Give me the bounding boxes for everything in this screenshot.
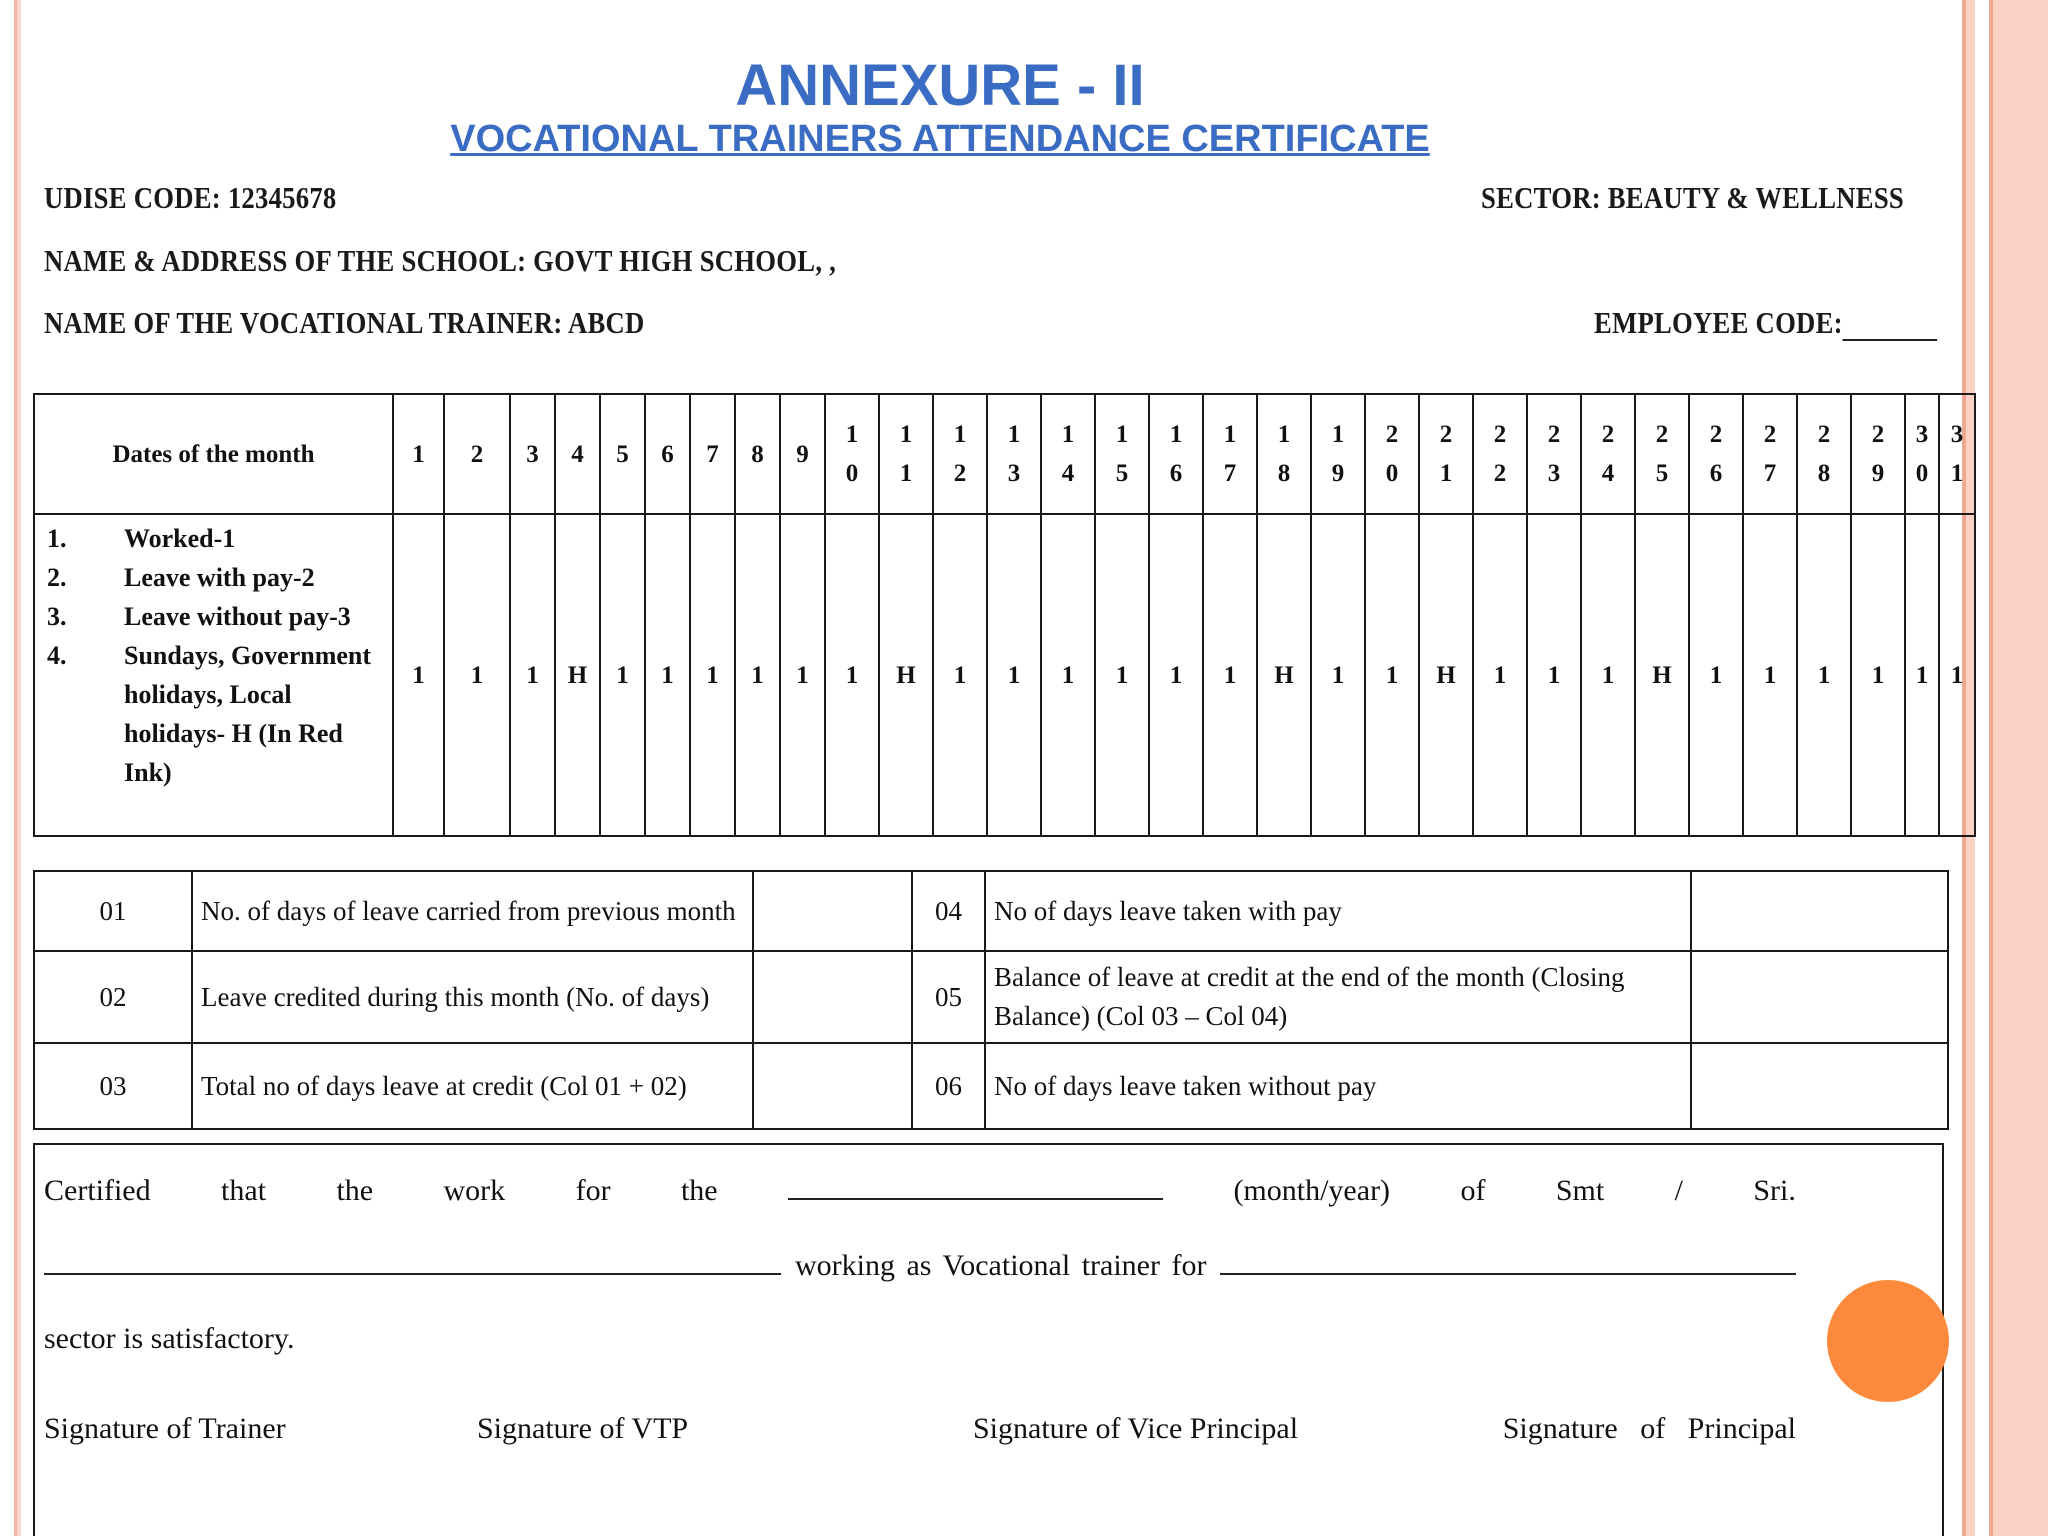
signature-trainer: Signature of Trainer bbox=[44, 1412, 286, 1445]
date-header-cell bbox=[690, 394, 735, 514]
certificate-line-1 bbox=[44, 1172, 1796, 1208]
date-digit: 2 bbox=[953, 460, 967, 487]
date-header-cell bbox=[1365, 394, 1419, 514]
signature-vtp: Signature of VTP bbox=[477, 1412, 689, 1445]
employee-code bbox=[1594, 305, 1937, 341]
attendance-value-cell: 1 bbox=[1365, 514, 1419, 836]
date-header-cell bbox=[555, 394, 600, 514]
attendance-legend bbox=[34, 514, 393, 836]
attendance-value-cell: H bbox=[1635, 514, 1689, 836]
date-header-cell bbox=[393, 394, 444, 514]
date-digit: 4 bbox=[1061, 460, 1075, 487]
cert-word: the bbox=[680, 1174, 718, 1207]
sector-blank[interactable] bbox=[1220, 1247, 1796, 1275]
date-digit: 1 bbox=[1115, 421, 1129, 448]
leave-num: 06 bbox=[912, 1043, 985, 1129]
attendance-value-cell: H bbox=[1257, 514, 1311, 836]
leave-value-cell bbox=[753, 871, 912, 951]
leave-label: No of days leave taken with pay bbox=[985, 871, 1691, 951]
legend-item bbox=[47, 597, 386, 636]
decorative-circle bbox=[1827, 1280, 1949, 1402]
date-digit: 1 bbox=[899, 460, 913, 487]
attendance-value-cell: 1 bbox=[600, 514, 645, 836]
date-header-cell bbox=[1419, 394, 1473, 514]
leave-value-cell bbox=[1691, 951, 1948, 1043]
attendance-value-cell: H bbox=[879, 514, 933, 836]
date-header-cell bbox=[780, 394, 825, 514]
date-digit: 3 bbox=[1007, 460, 1021, 487]
attendance-value-cell: 1 bbox=[1203, 514, 1257, 836]
date-digit: 2 bbox=[1601, 421, 1615, 448]
signature-vice-principal: Signature of Vice Principal bbox=[973, 1412, 1299, 1445]
date-digit: 2 bbox=[1655, 421, 1669, 448]
legend-number: 2. bbox=[47, 563, 67, 592]
date-digit: 8 bbox=[1817, 460, 1831, 487]
leave-row bbox=[34, 1043, 1948, 1129]
cert-word: (month/year) bbox=[1233, 1174, 1391, 1207]
attendance-value-cell: 1 bbox=[1149, 514, 1203, 836]
legend-text: Leave without pay-3 bbox=[124, 602, 351, 631]
legend-item bbox=[47, 558, 386, 597]
date-header-cell bbox=[735, 394, 780, 514]
attendance-value-cell: 1 bbox=[1527, 514, 1581, 836]
date-digit: 1 bbox=[1007, 421, 1021, 448]
attendance-value-cell: H bbox=[555, 514, 600, 836]
date-digit: 1 bbox=[412, 440, 425, 468]
page-title: ANNEXURE - II bbox=[735, 53, 1145, 118]
attendance-value-cell: 1 bbox=[1473, 514, 1527, 836]
date-digit: 4 bbox=[571, 440, 584, 468]
date-header-cell bbox=[1797, 394, 1851, 514]
date-digit: 2 bbox=[1493, 460, 1507, 487]
date-header-cell bbox=[1203, 394, 1257, 514]
date-header-cell bbox=[1689, 394, 1743, 514]
date-digit: 1 bbox=[1439, 460, 1453, 487]
date-digit: 1 bbox=[953, 421, 967, 448]
attendance-value-cell: 1 bbox=[1905, 514, 1939, 836]
cert-word: Sri. bbox=[1753, 1174, 1796, 1207]
date-digit: 8 bbox=[751, 440, 764, 468]
date-digit: 2 bbox=[1385, 421, 1399, 448]
attendance-value-cell: 1 bbox=[1851, 514, 1905, 836]
cert-word: for bbox=[575, 1174, 611, 1207]
udise-code: UDISE CODE: 12345678 bbox=[44, 180, 337, 215]
slide-right-border-gap bbox=[1975, 0, 1989, 1536]
attendance-value-cell: 1 bbox=[393, 514, 444, 836]
cert-text: working as Vocational trainer for bbox=[795, 1249, 1207, 1282]
employee-code-label: EMPLOYEE CODE: bbox=[1594, 305, 1843, 340]
legend-item bbox=[47, 519, 386, 558]
leave-value-cell bbox=[1691, 1043, 1948, 1129]
leave-num: 04 bbox=[912, 871, 985, 951]
date-header-cell bbox=[1939, 394, 1975, 514]
date-digit: 2 bbox=[1763, 421, 1777, 448]
attendance-value-cell: 1 bbox=[1581, 514, 1635, 836]
date-digit: 6 bbox=[1709, 460, 1723, 487]
date-header-cell bbox=[933, 394, 987, 514]
leave-row bbox=[34, 951, 1948, 1043]
legend-number: 1. bbox=[47, 524, 67, 553]
attendance-value-cell: 1 bbox=[780, 514, 825, 836]
sector-label: SECTOR: BEAUTY & WELLNESS bbox=[1481, 180, 1905, 215]
attendance-value-cell: 1 bbox=[933, 514, 987, 836]
legend-text: Worked-1 bbox=[124, 524, 236, 553]
date-digit: 6 bbox=[1169, 460, 1183, 487]
date-header-cell bbox=[825, 394, 879, 514]
date-header-cell bbox=[645, 394, 690, 514]
page-subtitle: VOCATIONAL TRAINERS ATTENDANCE CERTIFICATE bbox=[450, 118, 1430, 160]
trainer-name: NAME OF THE VOCATIONAL TRAINER: ABCD bbox=[44, 305, 645, 340]
leave-value-cell bbox=[753, 951, 912, 1043]
date-digit: 9 bbox=[796, 440, 809, 468]
date-digit: 1 bbox=[845, 421, 859, 448]
date-header-cell bbox=[879, 394, 933, 514]
date-digit: 8 bbox=[1277, 460, 1291, 487]
legend-text: Sundays, Government holidays, Local holidays- H (In Red Ink) bbox=[124, 641, 372, 787]
date-digit: 5 bbox=[1655, 460, 1669, 487]
cert-word: work bbox=[443, 1174, 506, 1207]
leave-value-cell bbox=[1691, 871, 1948, 951]
attendance-value-cell: 1 bbox=[690, 514, 735, 836]
leave-value-cell bbox=[753, 1043, 912, 1129]
date-digit: 1 bbox=[899, 421, 913, 448]
school-name: NAME & ADDRESS OF THE SCHOOL: GOVT HIGH SCHOOL, , bbox=[44, 243, 837, 278]
date-digit: 1 bbox=[1950, 460, 1964, 487]
signature-principal: Signature of Principal bbox=[1502, 1412, 1796, 1445]
legend-item bbox=[47, 636, 386, 792]
date-digit: 4 bbox=[1601, 460, 1615, 487]
certificate-line-2 bbox=[44, 1247, 1796, 1283]
attendance-value-cell: 1 bbox=[1311, 514, 1365, 836]
attendance-value-cell: 1 bbox=[1095, 514, 1149, 836]
date-digit: 1 bbox=[1277, 421, 1291, 448]
date-header-cell bbox=[1149, 394, 1203, 514]
trainer-name-blank[interactable] bbox=[44, 1247, 781, 1275]
legend-number: 4. bbox=[47, 641, 67, 670]
cert-word: that bbox=[221, 1174, 267, 1207]
attendance-value-cell: H bbox=[1419, 514, 1473, 836]
employee-code-blank bbox=[1843, 319, 1938, 341]
date-digit: 1 bbox=[1223, 421, 1237, 448]
leave-label: No. of days of leave carried from previous month bbox=[192, 871, 753, 951]
date-digit: 2 bbox=[470, 440, 484, 468]
attendance-table bbox=[33, 393, 1976, 837]
month-year-blank[interactable] bbox=[788, 1172, 1163, 1200]
date-header-cell bbox=[1311, 394, 1365, 514]
date-header-cell bbox=[1095, 394, 1149, 514]
attendance-value-cell: 1 bbox=[510, 514, 555, 836]
attendance-value-cell: 1 bbox=[1689, 514, 1743, 836]
date-digit: 1 bbox=[1331, 421, 1345, 448]
attendance-value-cell: 1 bbox=[1797, 514, 1851, 836]
date-digit: 2 bbox=[1547, 421, 1561, 448]
slide-left-border-line bbox=[17, 0, 21, 1536]
leave-label: Balance of leave at credit at the end of the month (Closing Balance) (Col 03 – Col 04) bbox=[985, 951, 1691, 1043]
date-header-cell bbox=[1743, 394, 1797, 514]
date-header-cell bbox=[1635, 394, 1689, 514]
date-header-cell bbox=[510, 394, 555, 514]
date-header-cell bbox=[1473, 394, 1527, 514]
date-digit: 2 bbox=[1817, 421, 1831, 448]
attendance-value-cell: 1 bbox=[825, 514, 879, 836]
date-digit: 6 bbox=[661, 440, 674, 468]
leave-summary-table bbox=[33, 870, 1949, 1130]
date-digit: 0 bbox=[1915, 460, 1929, 487]
leave-label: Leave credited during this month (No. of days) bbox=[192, 951, 753, 1043]
leave-row bbox=[34, 871, 1948, 951]
cert-word: / bbox=[1674, 1174, 1683, 1207]
slide-right-border-line-2 bbox=[1989, 0, 1993, 1536]
attendance-value-cell: 1 bbox=[645, 514, 690, 836]
date-header-cell bbox=[1905, 394, 1939, 514]
date-digit: 5 bbox=[1115, 460, 1129, 487]
date-digit: 9 bbox=[1871, 460, 1885, 487]
date-digit: 7 bbox=[1763, 460, 1777, 487]
certificate-line-3: sector is satisfactory. bbox=[44, 1322, 295, 1355]
attendance-value-cell: 1 bbox=[1743, 514, 1797, 836]
date-digit: 7 bbox=[706, 440, 719, 468]
attendance-value-cell: 1 bbox=[987, 514, 1041, 836]
cert-word: Certified bbox=[44, 1174, 151, 1207]
date-digit: 5 bbox=[616, 440, 629, 468]
date-header-cell bbox=[1257, 394, 1311, 514]
leave-label: No of days leave taken without pay bbox=[985, 1043, 1691, 1129]
date-header-cell bbox=[600, 394, 645, 514]
attendance-value-cell: 1 bbox=[1041, 514, 1095, 836]
date-header-cell bbox=[1581, 394, 1635, 514]
date-header-cell bbox=[1527, 394, 1581, 514]
legend-text: Leave with pay-2 bbox=[124, 563, 315, 592]
attendance-value-cell: 1 bbox=[444, 514, 510, 836]
date-header-cell bbox=[444, 394, 510, 514]
date-digit: 1 bbox=[1061, 421, 1075, 448]
date-digit: 0 bbox=[845, 460, 859, 487]
date-header-cell bbox=[987, 394, 1041, 514]
date-digit: 9 bbox=[1331, 460, 1345, 487]
cert-word: Smt bbox=[1555, 1174, 1605, 1207]
legend-number: 3. bbox=[47, 602, 67, 631]
date-digit: 0 bbox=[1385, 460, 1399, 487]
cert-word: the bbox=[336, 1174, 374, 1207]
attendance-value-cell: 1 bbox=[735, 514, 780, 836]
date-digit: 2 bbox=[1493, 421, 1507, 448]
slide-left-border bbox=[0, 0, 17, 1536]
leave-num: 01 bbox=[34, 871, 192, 951]
certificate-box bbox=[33, 1143, 1944, 1536]
dates-header-label: Dates of the month bbox=[34, 394, 393, 514]
date-digit: 3 bbox=[1950, 421, 1964, 448]
date-digit: 3 bbox=[1915, 421, 1929, 448]
leave-label: Total no of days leave at credit (Col 01 + 02) bbox=[192, 1043, 753, 1129]
leave-num: 03 bbox=[34, 1043, 192, 1129]
date-digit: 2 bbox=[1439, 421, 1453, 448]
attendance-value-cell: 1 bbox=[1939, 514, 1975, 836]
date-digit: 3 bbox=[1547, 460, 1561, 487]
date-header-cell bbox=[1041, 394, 1095, 514]
date-digit: 2 bbox=[1709, 421, 1723, 448]
date-digit: 2 bbox=[1871, 421, 1885, 448]
leave-num: 05 bbox=[912, 951, 985, 1043]
cert-word: of bbox=[1460, 1174, 1486, 1207]
date-digit: 3 bbox=[526, 440, 539, 468]
leave-num: 02 bbox=[34, 951, 192, 1043]
date-digit: 7 bbox=[1223, 460, 1237, 487]
date-digit: 1 bbox=[1169, 421, 1183, 448]
date-header-cell bbox=[1851, 394, 1905, 514]
